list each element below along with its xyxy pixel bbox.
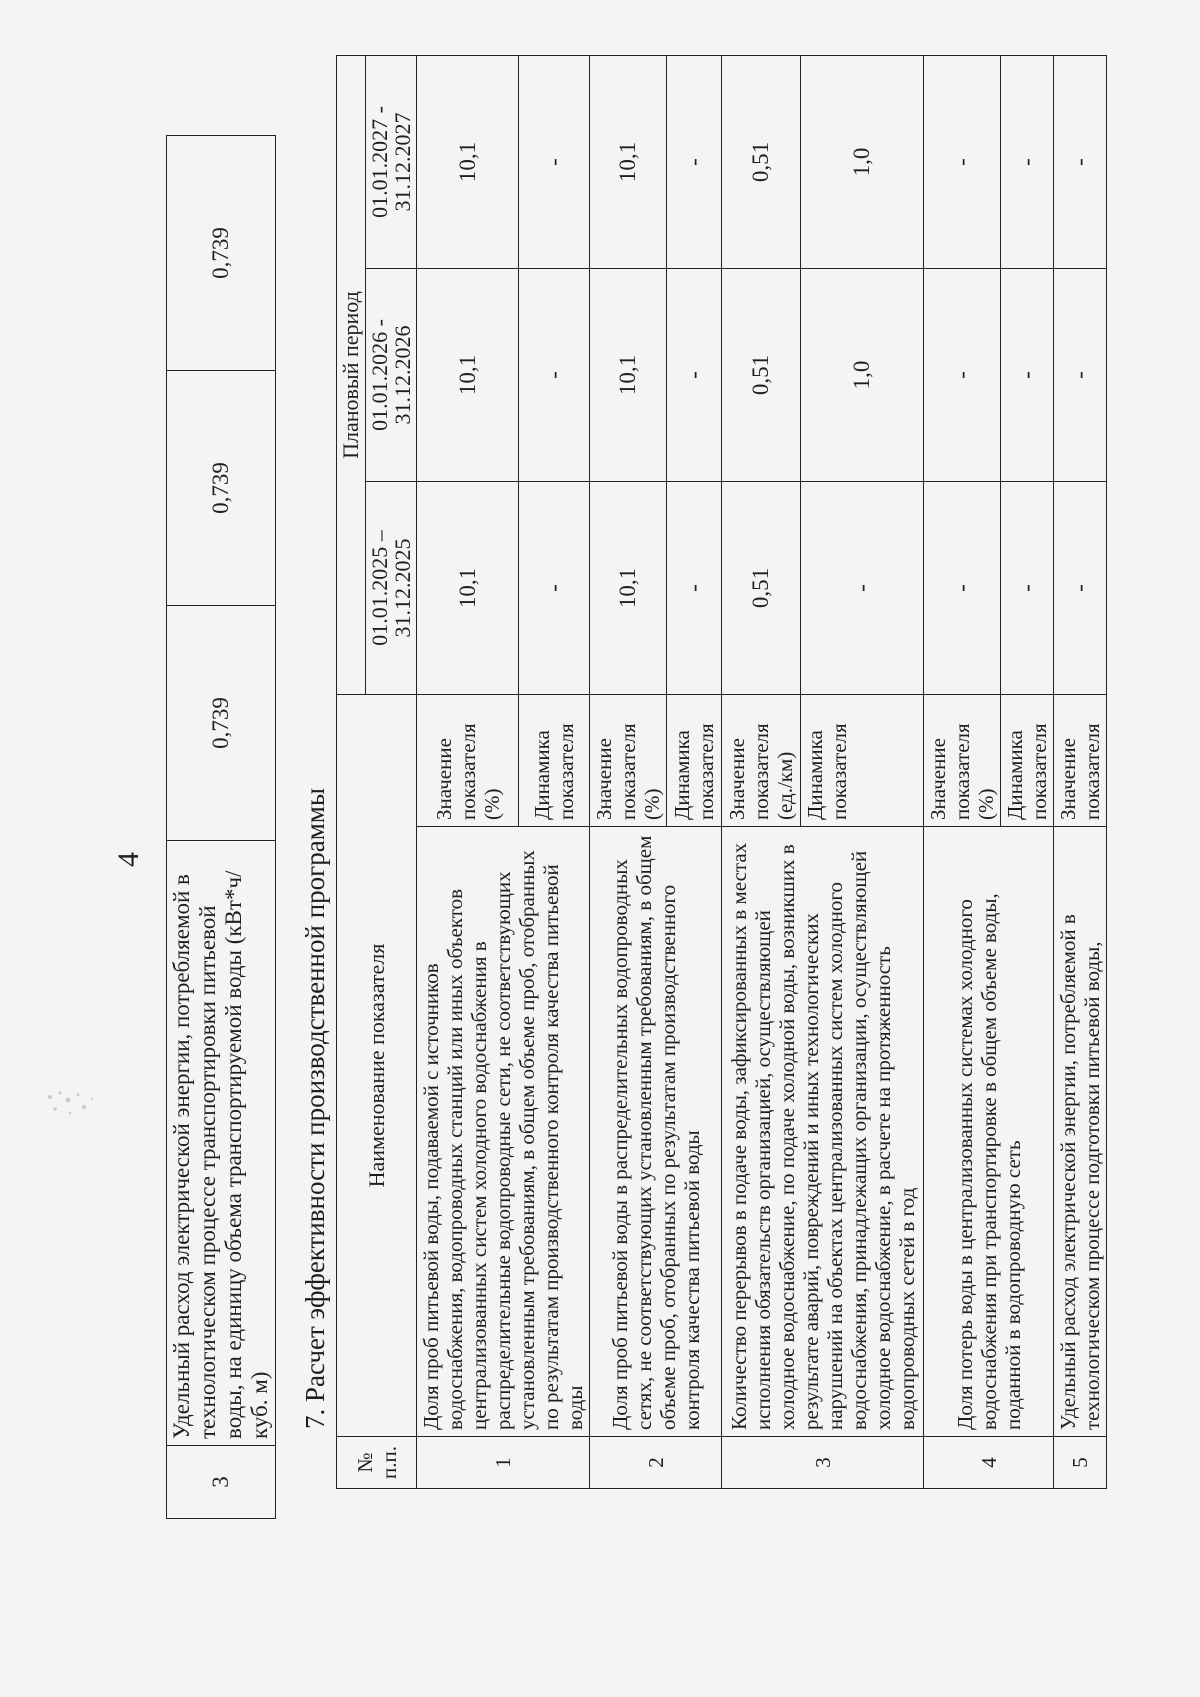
sub-label: Значение показателя (%) [417, 694, 519, 826]
indicator-name: Доля проб питьевой воды в распределительных водопроводных сетях, не соответствующих установленным требованиям, в общем объеме проб, отобранных по результатам производственного контроля качества питьевой воды [590, 827, 722, 1437]
header-period: 01.01.2027 - 31.12.2027 [366, 56, 417, 269]
section-title: 7. Расчет эффективности производственной программы [300, 787, 330, 1429]
header-period: 01.01.2025 – 31.12.2025 [366, 482, 417, 695]
indicator-name: Доля потерь воды в централизованных системах холодного водоснабжения при транспортировке в общем объеме воды, поданной в водопроводную сеть [924, 827, 1054, 1437]
sub-label: Динамика показателя [667, 694, 722, 826]
value-cell: - [1001, 482, 1054, 695]
value-cell: - [667, 56, 722, 269]
value-cell: 1,0 [801, 269, 924, 482]
page-number: 4 [112, 852, 145, 867]
indicator-name: Удельный расход электрической энергии, потребляемой в технологическом процессе транспортировки питьевой воды, на единицу объема транспортируемой воды (кВт*ч/куб. м) [167, 841, 276, 1446]
row-number: 3 [722, 1437, 924, 1489]
value-cell: - [924, 56, 1001, 269]
header-num: № п.п. [337, 1437, 417, 1489]
sub-label: Значение показателя [1054, 694, 1107, 826]
value-cell: 0,739 [167, 606, 276, 841]
value-cell: 0,51 [722, 482, 801, 695]
value-cell: - [1001, 56, 1054, 269]
value-cell: 0,739 [167, 136, 276, 371]
row-number: 4 [924, 1437, 1054, 1489]
table-fragment [166, 135, 276, 1519]
table-row [590, 56, 667, 1489]
table-row [417, 56, 519, 1489]
value-cell: - [1001, 269, 1054, 482]
value-cell: 1,0 [801, 56, 924, 269]
value-cell: - [1054, 56, 1107, 269]
header-plan-period: Плановый период [337, 56, 366, 695]
table-row [1054, 56, 1107, 1489]
value-cell: 10,1 [590, 482, 667, 695]
value-cell: - [924, 482, 1001, 695]
header-period: 01.01.2026 - 31.12.2026 [366, 269, 417, 482]
value-cell: 0,51 [722, 269, 801, 482]
value-cell: - [519, 269, 590, 482]
value-cell: 10,1 [417, 269, 519, 482]
row-number: 3 [167, 1446, 276, 1519]
value-cell: - [1054, 269, 1107, 482]
value-cell: - [924, 269, 1001, 482]
indicator-name: Удельный расход электрической энергии, потребляемой в технологическом процессе подготовки питьевой воды, [1054, 827, 1107, 1437]
value-cell: 0,739 [167, 371, 276, 606]
indicator-name: Доля проб питьевой воды, подаваемой с источников водоснабжения, водопроводных станций или иных объектов централизованных систем холодного водоснабжения в распределительные водопроводные сети, не соответствующих установленным требованиям, в общем объеме проб, отобранных по результатам производственного контроля качества питьевой воды [417, 827, 590, 1437]
efficiency-table [336, 55, 1107, 1489]
header-name: Наименование показателя [337, 694, 417, 1436]
value-cell: 0,51 [722, 56, 801, 269]
sub-label: Динамика показателя [801, 694, 924, 826]
value-cell: - [667, 269, 722, 482]
value-cell: - [667, 482, 722, 695]
table-row [924, 56, 1001, 1489]
row-number: 2 [590, 1437, 722, 1489]
value-cell: 10,1 [590, 56, 667, 269]
value-cell: 10,1 [417, 56, 519, 269]
header-row [337, 56, 366, 1489]
table-row [167, 136, 276, 1519]
value-cell: 10,1 [590, 269, 667, 482]
scan-smudge-icon [40, 1085, 110, 1125]
value-cell: - [801, 482, 924, 695]
value-cell: - [519, 56, 590, 269]
indicator-name: Количество перерывов в подаче воды, зафиксированных в местах исполнения обязательств организацией, осуществляющей холодное водоснабжение, по подаче холодной воды, возникших в результате аварий, повреждений и иных технологических нарушений на объектах централизованных систем холодного водоснабжения, принадлежащих организации, осуществляющей холодное водоснабжение, в расчете на протяженность водопроводных сетей в год [722, 827, 924, 1437]
value-cell: - [519, 482, 590, 695]
sub-label: Значение показателя (%) [590, 694, 667, 826]
value-cell: - [1054, 482, 1107, 695]
sub-label: Динамика показателя [519, 694, 590, 826]
row-number: 1 [417, 1437, 590, 1489]
table-row [722, 56, 801, 1489]
value-cell: 10,1 [417, 482, 519, 695]
sub-label: Значение показателя (ед./км) [722, 694, 801, 826]
sub-label: Динамика показателя [1001, 694, 1054, 826]
row-number: 5 [1054, 1437, 1107, 1489]
sub-label: Значение показателя (%) [924, 694, 1001, 826]
